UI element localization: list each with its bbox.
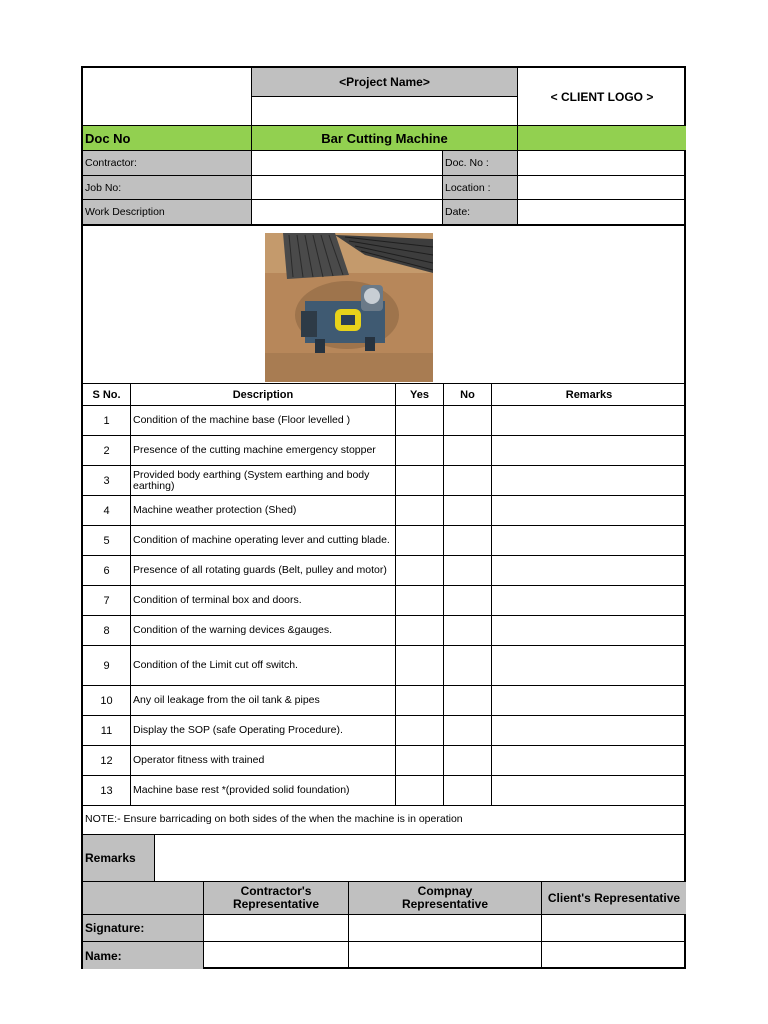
row-sno: 12 <box>83 746 131 776</box>
row-sno: 6 <box>83 556 131 586</box>
row-no-checkbox[interactable] <box>444 406 492 436</box>
row-sno: 11 <box>83 716 131 746</box>
row-description: Provided body earthing (System earthing and body earthing) <box>131 466 396 496</box>
client-name-field[interactable] <box>542 942 686 969</box>
contractor-signature-field[interactable] <box>204 915 349 942</box>
row-sno: 8 <box>83 616 131 646</box>
contractor-rep-header: Contractor's Representative <box>204 882 349 915</box>
company-signature-field[interactable] <box>349 915 542 942</box>
note-text: NOTE:- Ensure barricading on both sides of the when the machine is in operation <box>83 804 686 835</box>
row-no-checkbox[interactable] <box>444 776 492 806</box>
job-no-field[interactable] <box>252 176 443 200</box>
machine-photo <box>265 233 433 382</box>
row-description: Condition of the Limit cut off switch. <box>131 646 396 686</box>
row-description: Machine weather protection (Shed) <box>131 496 396 526</box>
client-rep-header: Client's Representative <box>542 882 686 915</box>
row-description: Presence of all rotating guards (Belt, pulley and motor) <box>131 556 396 586</box>
row-sno: 4 <box>83 496 131 526</box>
row-no-checkbox[interactable] <box>444 746 492 776</box>
document-title: Bar Cutting Machine <box>252 126 518 151</box>
row-sno: 9 <box>83 646 131 686</box>
date-field[interactable] <box>518 200 686 225</box>
row-sno: 7 <box>83 586 131 616</box>
contractor-field[interactable] <box>252 151 443 176</box>
row-yes-checkbox[interactable] <box>396 436 444 466</box>
row-remarks-field[interactable] <box>492 616 686 646</box>
location-label: Location : <box>443 176 518 200</box>
date-label: Date: <box>443 200 518 225</box>
row-yes-checkbox[interactable] <box>396 406 444 436</box>
row-sno: 13 <box>83 776 131 806</box>
contractor-label: Contractor: <box>83 151 252 176</box>
row-no-checkbox[interactable] <box>444 526 492 556</box>
name-label: Name: <box>83 942 204 969</box>
location-field[interactable] <box>518 176 686 200</box>
job-no-label: Job No: <box>83 176 252 200</box>
col-header-no: No <box>444 384 492 406</box>
row-yes-checkbox[interactable] <box>396 526 444 556</box>
contractor-name-field[interactable] <box>204 942 349 969</box>
col-header-remarks: Remarks <box>492 384 686 406</box>
row-remarks-field[interactable] <box>492 466 686 496</box>
row-description: Presence of the cutting machine emergency stopper <box>131 436 396 466</box>
work-description-field[interactable] <box>252 200 443 225</box>
row-no-checkbox[interactable] <box>444 586 492 616</box>
row-description: Display the SOP (safe Operating Procedure). <box>131 716 396 746</box>
signature-label: Signature: <box>83 915 204 942</box>
company-rep-header: Compnay Representative <box>349 882 542 915</box>
row-sno: 5 <box>83 526 131 556</box>
doc-no-field-label: Doc. No : <box>443 151 518 176</box>
row-no-checkbox[interactable] <box>444 646 492 686</box>
col-header-description: Description <box>131 384 396 406</box>
row-remarks-field[interactable] <box>492 496 686 526</box>
remarks-label: Remarks <box>83 835 155 882</box>
row-sno: 10 <box>83 686 131 716</box>
photo-area <box>83 225 686 384</box>
row-remarks-field[interactable] <box>492 406 686 436</box>
row-yes-checkbox[interactable] <box>396 616 444 646</box>
row-no-checkbox[interactable] <box>444 556 492 586</box>
row-yes-checkbox[interactable] <box>396 556 444 586</box>
row-description: Condition of the warning devices &gauges. <box>131 616 396 646</box>
row-yes-checkbox[interactable] <box>396 586 444 616</box>
project-name: <Project Name> <box>252 68 518 97</box>
row-sno: 1 <box>83 406 131 436</box>
row-remarks-field[interactable] <box>492 556 686 586</box>
project-name-value[interactable] <box>252 97 518 126</box>
row-sno: 3 <box>83 466 131 496</box>
row-yes-checkbox[interactable] <box>396 496 444 526</box>
row-description: Condition of terminal box and doors. <box>131 586 396 616</box>
row-remarks-field[interactable] <box>492 646 686 686</box>
row-yes-checkbox[interactable] <box>396 716 444 746</box>
row-yes-checkbox[interactable] <box>396 746 444 776</box>
row-yes-checkbox[interactable] <box>396 686 444 716</box>
row-no-checkbox[interactable] <box>444 496 492 526</box>
work-description-label: Work Description <box>83 200 252 225</box>
signoff-corner <box>83 882 204 915</box>
row-description: Condition of the machine base (Floor levelled ) <box>131 406 396 436</box>
row-no-checkbox[interactable] <box>444 716 492 746</box>
row-yes-checkbox[interactable] <box>396 776 444 806</box>
row-remarks-field[interactable] <box>492 746 686 776</box>
checklist-sheet <box>81 66 686 969</box>
row-remarks-field[interactable] <box>492 586 686 616</box>
company-name-field[interactable] <box>349 942 542 969</box>
doc-no-field[interactable] <box>518 151 686 176</box>
row-no-checkbox[interactable] <box>444 616 492 646</box>
row-description: Operator fitness with trained <box>131 746 396 776</box>
col-header-yes: Yes <box>396 384 444 406</box>
header-left-blank <box>83 68 252 126</box>
row-remarks-field[interactable] <box>492 686 686 716</box>
row-remarks-field[interactable] <box>492 716 686 746</box>
row-remarks-field[interactable] <box>492 526 686 556</box>
remarks-field[interactable] <box>155 835 686 882</box>
row-description: Condition of machine operating lever and cutting blade. <box>131 526 396 556</box>
row-yes-checkbox[interactable] <box>396 466 444 496</box>
row-remarks-field[interactable] <box>492 436 686 466</box>
row-sno: 2 <box>83 436 131 466</box>
title-right-blank <box>518 126 686 151</box>
row-description: Any oil leakage from the oil tank & pipes <box>131 686 396 716</box>
row-yes-checkbox[interactable] <box>396 646 444 686</box>
row-description: Machine base rest *(provided solid foundation) <box>131 776 396 806</box>
col-header-sno: S No. <box>83 384 131 406</box>
row-no-checkbox[interactable] <box>444 686 492 716</box>
client-signature-field[interactable] <box>542 915 686 942</box>
doc-no-label: Doc No <box>83 126 252 151</box>
row-no-checkbox[interactable] <box>444 436 492 466</box>
client-logo: < CLIENT LOGO > <box>518 68 686 126</box>
row-no-checkbox[interactable] <box>444 466 492 496</box>
row-remarks-field[interactable] <box>492 776 686 806</box>
